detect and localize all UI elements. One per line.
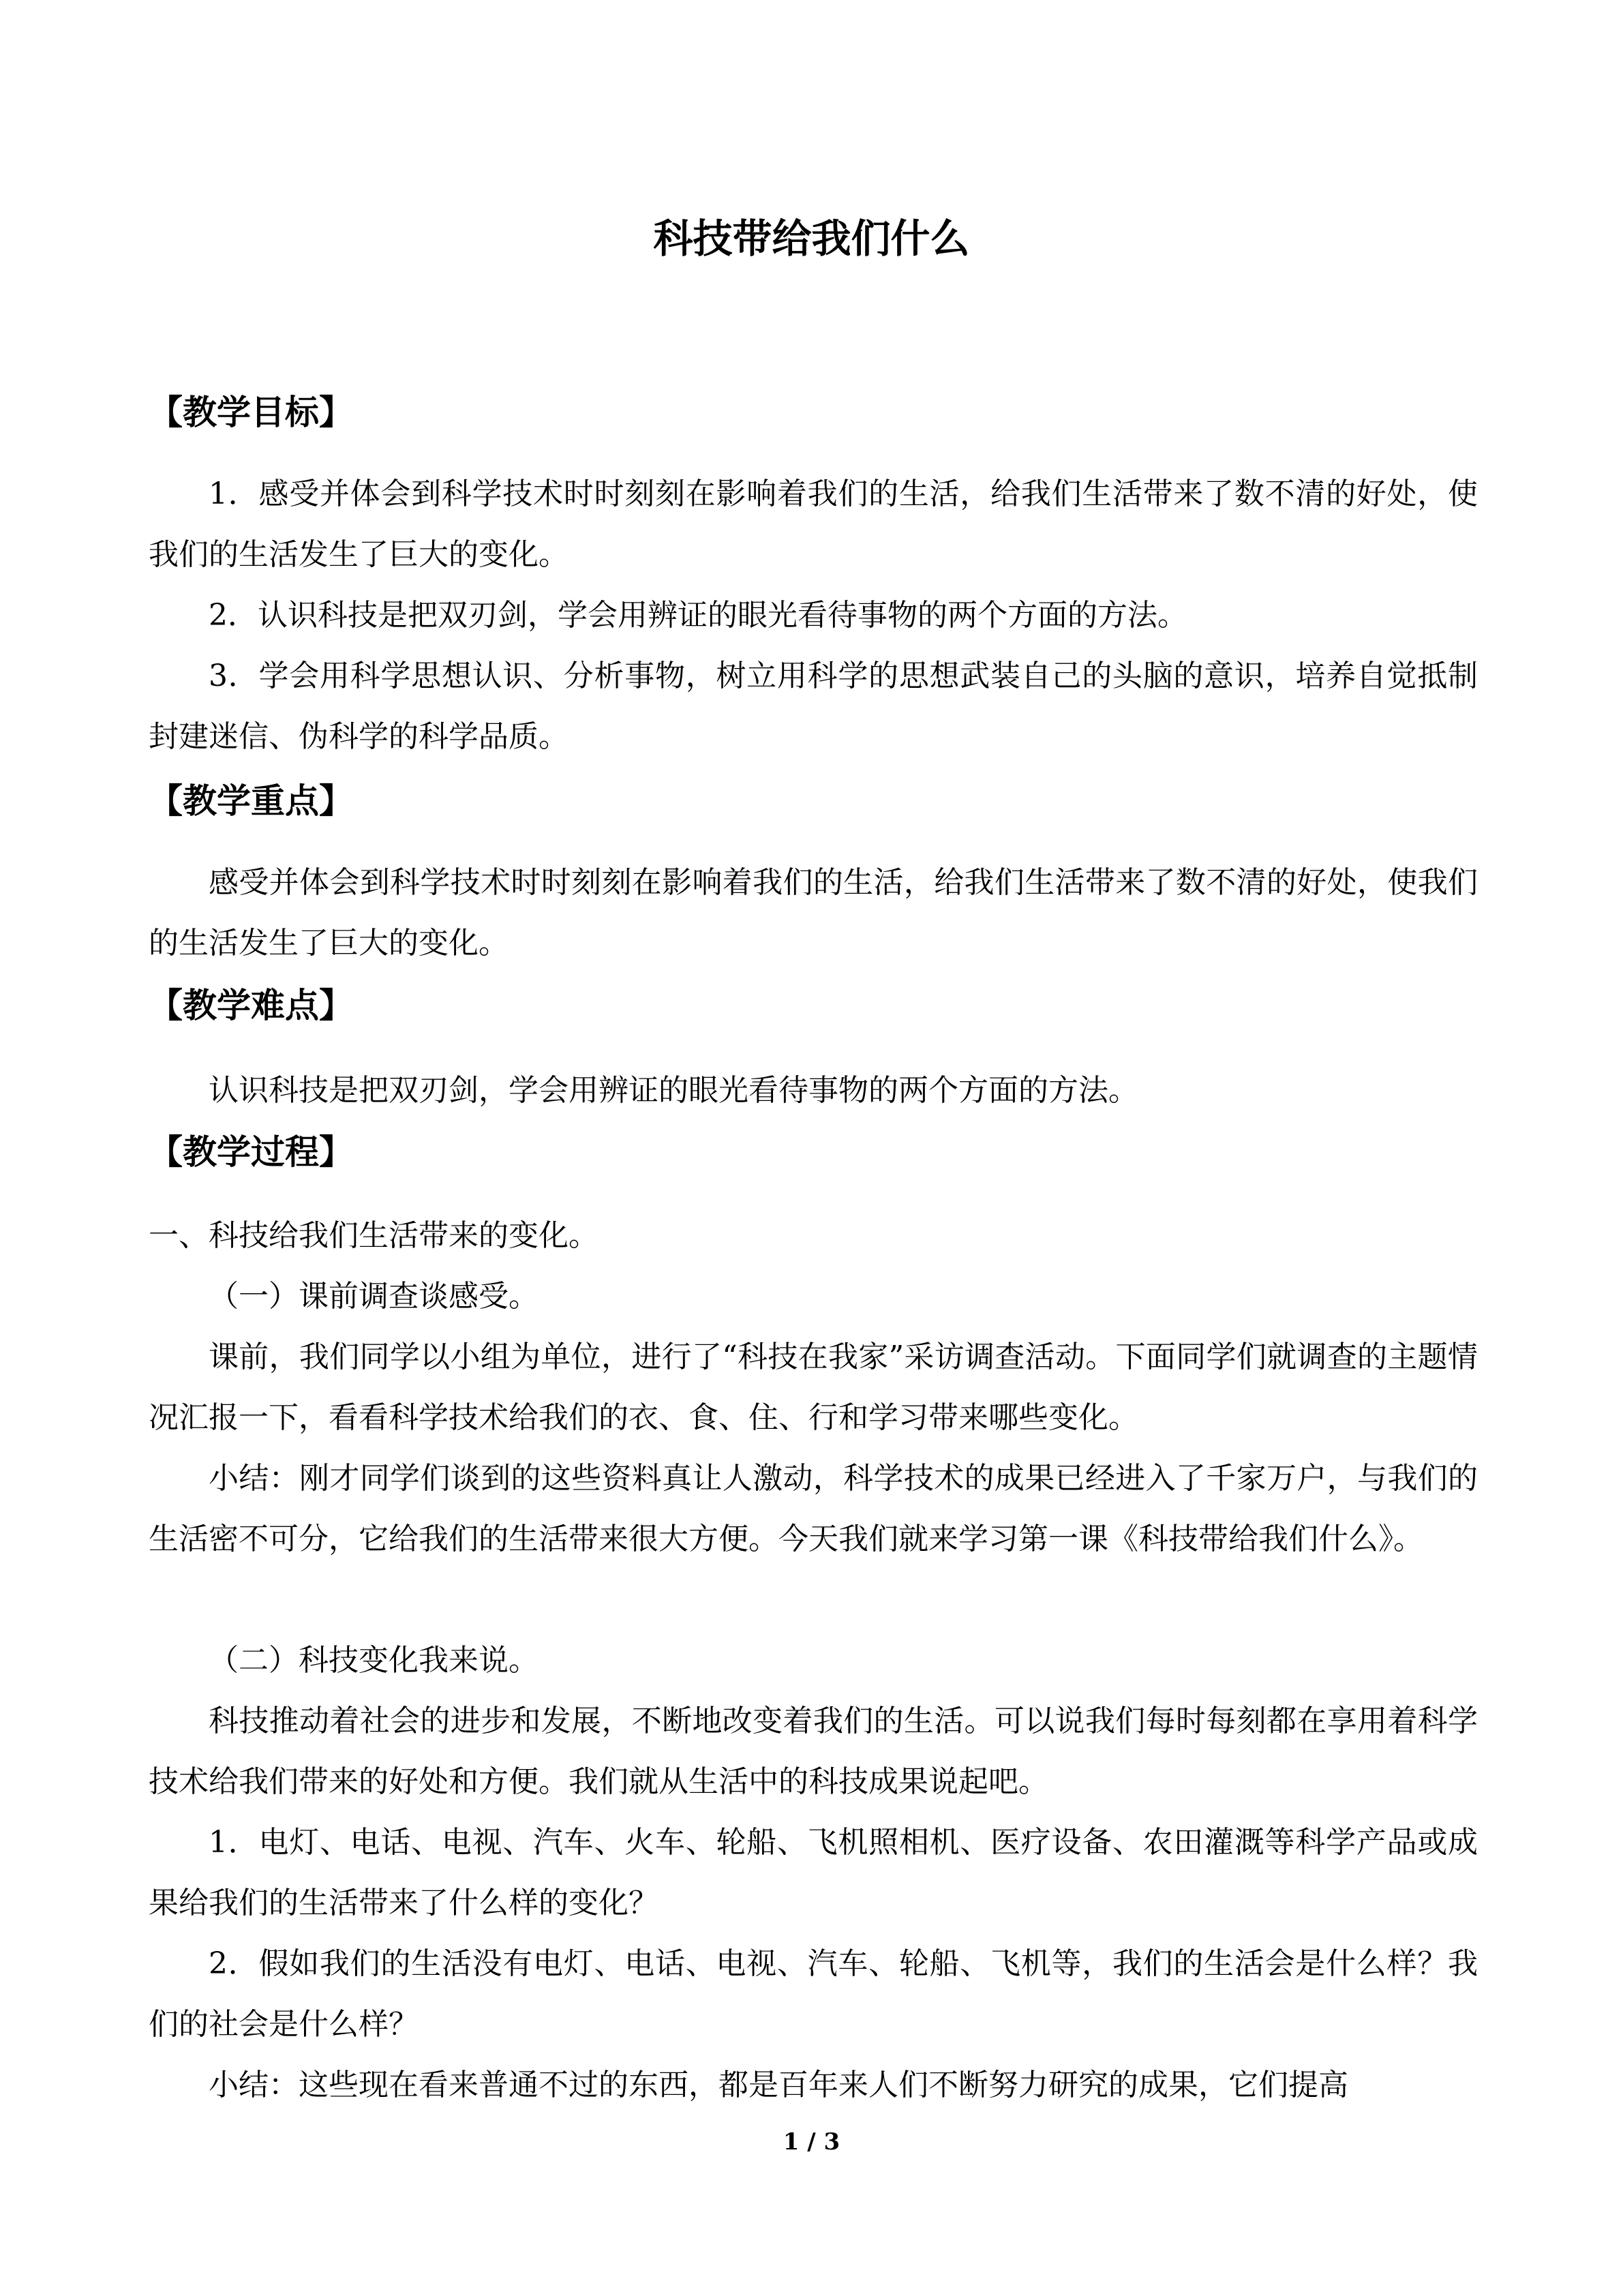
goal-item-3: 3．学会用科学思想认识、分析事物，树立用科学的思想武装自己的头脑的意识，培养自觉抵制封建迷信、伪科学的科学品质。: [149, 659, 1478, 754]
process-sub2-para1: 科技推动着社会的进步和发展，不断地改变着我们的生活。可以说我们每时每刻都在享用着科学技术给我们带来的好处和方便。我们就从生活中的科技成果说起吧。: [149, 1704, 1478, 1799]
process-sub2-question2: 2．假如我们的生活没有电灯、电话、电视、汽车、轮船、飞机等，我们的生活会是什么样？我们的社会是什么样？: [149, 1946, 1478, 2042]
difficulties-text: 认识科技是把双刃剑，学会用辨证的眼光看待事物的两个方面的方法。: [209, 1073, 1138, 1108]
key-points-text: 感受并体会到科学技术时时刻刻在影响着我们的生活，给我们生活带来了数不清的好处，使我们的生活发生了巨大的变化。: [149, 865, 1478, 961]
process-sub1-para2: 小结：刚才同学们谈到的这些资料真让人激动，科学技术的成果已经进入了千家万户，与我们的生活密不可分，它给我们的生活带来很大方便。今天我们就来学习第一课《科技带给我们什么》。: [149, 1461, 1478, 1556]
heading-key-points: 【教学重点】: [149, 781, 353, 821]
heading-teaching-goals: 【教学目标】: [149, 393, 353, 432]
process-part1-title: 一、科技给我们生活带来的变化。: [149, 1218, 598, 1253]
heading-difficulties: 【教学难点】: [149, 986, 353, 1025]
process-sub2-question1: 1．电灯、电话、电视、汽车、火车、轮船、飞机照相机、医疗设备、农田灌溉等科学产品或成果给我们的生活带来了什么样的变化？: [149, 1825, 1478, 1920]
page-number: 1 / 3: [783, 2128, 840, 2156]
process-sub2-summary: 小结：这些现在看来普通不过的东西，都是百年来人们不断努力研究的成果，它们提高: [209, 2068, 1348, 2102]
goal-item-2: 2．认识科技是把双刃剑，学会用辨证的眼光看待事物的两个方面的方法。: [209, 598, 1187, 633]
document-title: 科技带给我们什么: [653, 215, 970, 262]
process-sub2-title: （二）科技变化我来说。: [209, 1643, 539, 1678]
heading-teaching-process: 【教学过程】: [149, 1132, 353, 1172]
process-sub1-title: （一）课前调查谈感受。: [209, 1279, 539, 1314]
process-sub1-para1: 课前，我们同学以小组为单位，进行了“科技在我家”采访调查活动。下面同学们就调查的主题情况汇报一下，看看科学技术给我们的衣、食、住、行和学习带来哪些变化。: [149, 1340, 1478, 1435]
goal-item-1: 1．感受并体会到科学技术时时刻刻在影响着我们的生活，给我们生活带来了数不清的好处，使我们的生活发生了巨大的变化。: [149, 477, 1478, 572]
